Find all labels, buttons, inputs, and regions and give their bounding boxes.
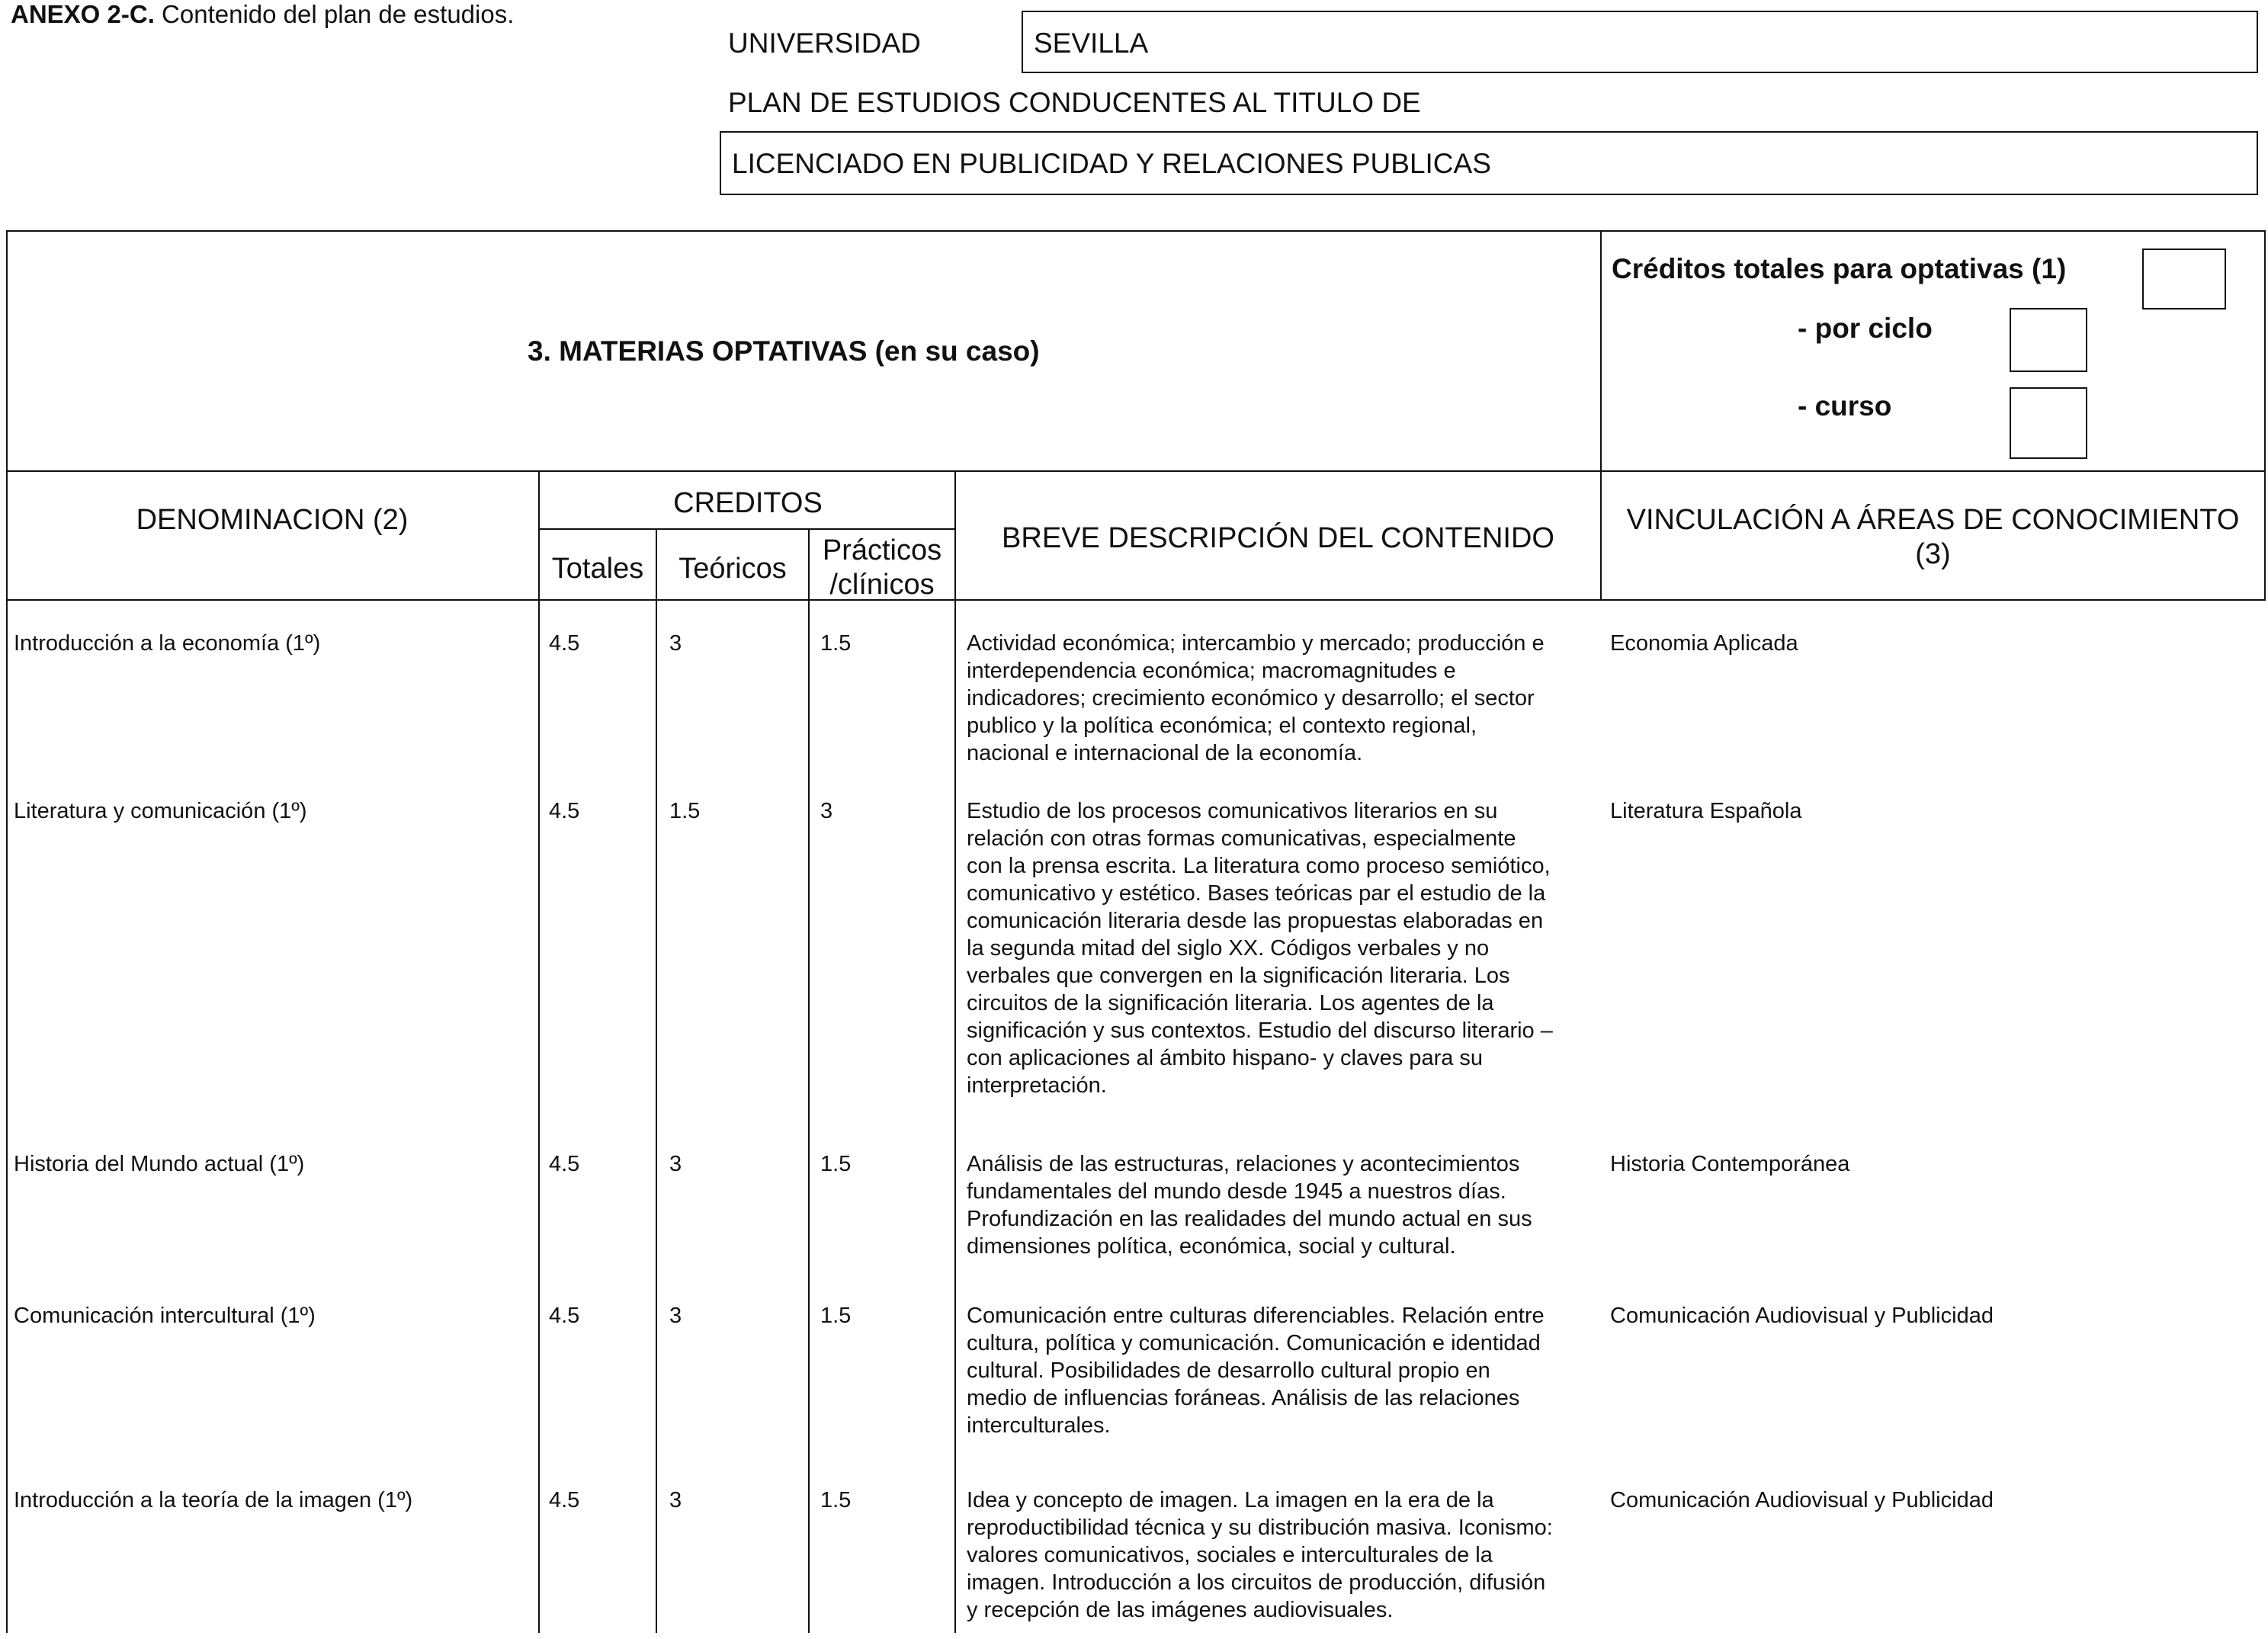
descripcion-line: reproductibilidad técnica y su distribución masiva. Iconismo:	[967, 1516, 1553, 1540]
col-header-vinculacion-line1: VINCULACIÓN A ÁREAS DE CONOCIMIENTO	[1626, 504, 2240, 536]
column-line-practicos	[808, 528, 810, 1633]
descripcion-line: con la prensa escrita. La literatura como proceso semiótico,	[967, 854, 1551, 878]
descripcion-line: Idea y concepto de imagen. La imagen en la era de la	[967, 1488, 1494, 1512]
totales-cell: 4.5	[549, 1488, 580, 1512]
descripcion-line: valores comunicativos, sociales e interculturales de la	[967, 1543, 1493, 1567]
practicos-cell: 3	[820, 799, 833, 823]
teoricos-cell: 3	[669, 631, 682, 656]
col-header-practicos-line1: Prácticos	[822, 534, 942, 566]
teoricos-cell: 1.5	[669, 799, 701, 823]
descripcion-line: comunicativo y estético. Bases teóricas par el estudio de la	[967, 881, 1546, 906]
universidad-field	[1022, 11, 2258, 73]
totales-cell: 4.5	[549, 799, 580, 823]
descripcion-line: comunicación literaria desde las propuestas elaboradas en	[967, 909, 1544, 933]
titulo-field	[720, 131, 2258, 195]
descripcion-line: indicadores; crecimiento económico y desarrollo; el sector	[967, 686, 1535, 710]
col-header-creditos: CREDITOS	[673, 487, 823, 519]
col-header-vinculacion	[1602, 503, 2264, 572]
table-border-left	[6, 230, 8, 1633]
col-header-denominacion: DENOMINACION (2)	[136, 504, 409, 536]
descripcion-line: la segunda mitad del siglo XX. Códigos verbales y no	[967, 936, 1490, 961]
practicos-cell: 1.5	[820, 1152, 852, 1176]
descripcion-line: con aplicaciones al ámbito hispano- y claves para su	[967, 1046, 1484, 1070]
col-header-descripcion: BREVE DESCRIPCIÓN DEL CONTENIDO	[1002, 522, 1554, 554]
annex-heading	[11, 0, 514, 29]
curso-box	[2010, 387, 2087, 459]
descripcion-line: Comunicación entre culturas diferenciables. Relación entre	[967, 1304, 1545, 1328]
table-divider-header	[6, 470, 2266, 472]
titulo-value: LICENCIADO EN PUBLICIDAD Y RELACIONES PUBLICAS	[732, 148, 1491, 179]
practicos-cell: 1.5	[820, 1488, 852, 1512]
column-line-descripcion	[954, 470, 956, 1633]
descripcion-cell	[967, 1302, 1545, 1439]
descripcion-line: Actividad económica; intercambio y mercado; producción e	[967, 631, 1545, 656]
descripcion-line: publico y la política económica; el contexto regional,	[967, 714, 1477, 738]
practicos-cell: 1.5	[820, 1304, 852, 1328]
descripcion-line: imagen. Introducción a los circuitos de producción, difusión	[967, 1570, 1546, 1595]
totales-cell: 4.5	[549, 1304, 580, 1328]
table-border-right	[2264, 230, 2266, 601]
descripcion-line: nacional e internacional de la economía.	[967, 741, 1363, 765]
por-ciclo-box	[2010, 308, 2087, 372]
descripcion-line: cultura, política y comunicación. Comunicación e identidad	[967, 1331, 1541, 1355]
teoricos-cell: 3	[669, 1152, 682, 1176]
column-line-teoricos	[656, 528, 657, 1633]
descripcion-line: Análisis de las estructuras, relaciones y acontecimientos	[967, 1152, 1520, 1176]
col-header-practicos	[810, 534, 954, 602]
area-cell: Comunicación Audiovisual y Publicidad	[1610, 1304, 1994, 1328]
annex-description: Contenido del plan de estudios.	[162, 0, 515, 28]
denominacion-cell: Introducción a la teoría de la imagen (1º)	[14, 1488, 413, 1512]
descripcion-line: medio de influencias foráneas. Análisis de las relaciones	[967, 1386, 1520, 1410]
totales-cell: 4.5	[549, 631, 580, 656]
area-cell: Comunicación Audiovisual y Publicidad	[1610, 1488, 1994, 1512]
descripcion-line: interculturales.	[967, 1413, 1111, 1438]
totales-cell: 4.5	[549, 1152, 580, 1176]
col-header-practicos-line2: /clínicos	[829, 568, 935, 601]
descripcion-line: Profundización en las realidades del mundo actual en sus	[967, 1207, 1532, 1231]
column-line-totales	[538, 470, 540, 1633]
universidad-value: SEVILLA	[1034, 27, 1149, 59]
creditos-totales-box	[2142, 249, 2226, 310]
descripcion-line: y recepción de las imágenes audiovisuales.	[967, 1598, 1394, 1622]
creditos-totales-label: Créditos totales para optativas (1)	[1612, 253, 2067, 284]
creditos-divider	[540, 528, 956, 530]
plan-label: PLAN DE ESTUDIOS CONDUCENTES AL TITULO DE	[728, 87, 1421, 118]
col-header-vinculacion-line2: (3)	[1915, 537, 1951, 570]
table-divider-columns	[6, 599, 2266, 601]
descripcion-line: interdependencia económica; macromagnitudes e	[967, 659, 1456, 683]
curso-label: - curso	[1798, 390, 1892, 422]
descripcion-line: fundamentales del mundo desde 1945 a nuestros días.	[967, 1179, 1506, 1204]
col-header-teoricos: Teóricos	[678, 553, 787, 585]
descripcion-line: cultural. Posibilidades de desarrollo cultural propio en	[967, 1358, 1490, 1383]
denominacion-cell: Introducción a la economía (1º)	[14, 631, 321, 656]
teoricos-cell: 3	[669, 1488, 682, 1512]
descripcion-line: relación con otras formas comunicativas, especialmente	[967, 826, 1516, 851]
area-cell: Economia Aplicada	[1610, 631, 1798, 656]
descripcion-cell	[967, 1487, 1553, 1624]
denominacion-cell: Comunicación intercultural (1º)	[14, 1304, 316, 1328]
table-border-top	[6, 230, 2266, 232]
area-cell: Literatura Española	[1610, 799, 1802, 823]
annex-code: ANEXO 2-C.	[11, 0, 155, 28]
descripcion-line: interpretación.	[967, 1073, 1107, 1098]
por-ciclo-label: - por ciclo	[1798, 313, 1933, 344]
teoricos-cell: 3	[669, 1304, 682, 1328]
descripcion-cell	[967, 1150, 1532, 1260]
denominacion-cell: Historia del Mundo actual (1º)	[14, 1152, 305, 1176]
descripcion-line: circuitos de la significación literaria. Los agentes de la	[967, 991, 1494, 1015]
descripcion-line: dimensiones política, económica, social y cultural.	[967, 1234, 1456, 1259]
col-header-totales: Totales	[551, 553, 644, 585]
descripcion-line: Estudio de los procesos comunicativos literarios en su	[967, 799, 1498, 823]
descripcion-line: significación y sus contextos. Estudio del discurso literario –	[967, 1018, 1553, 1043]
practicos-cell: 1.5	[820, 631, 852, 656]
descripcion-cell	[967, 630, 1545, 767]
denominacion-cell: Literatura y comunicación (1º)	[14, 799, 307, 823]
universidad-label: UNIVERSIDAD	[728, 27, 921, 59]
area-cell: Historia Contemporánea	[1610, 1152, 1850, 1176]
section-title: 3. MATERIAS OPTATIVAS (en su caso)	[528, 335, 1040, 367]
descripcion-cell	[967, 797, 1553, 1099]
descripcion-line: verbales que convergen en la significación literaria. Los	[967, 964, 1510, 988]
